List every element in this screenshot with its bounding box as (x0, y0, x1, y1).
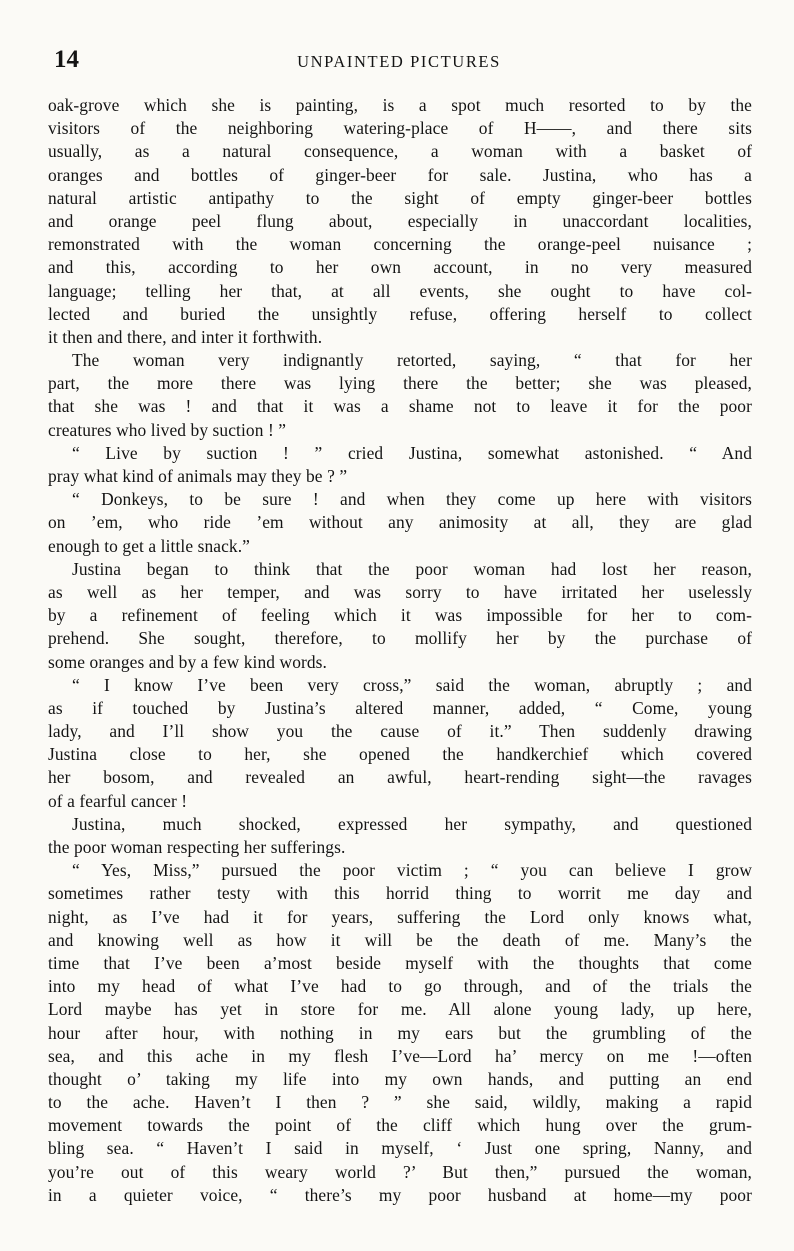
text-line: “ I know I’ve been very cross,” said the woman, abruptly ; and (72, 674, 752, 695)
text-line: as well as her temper, and was sorry to have irritated her uselessly (48, 581, 752, 602)
text-line: time that I’ve been a’most beside myself with the thoughts that come (48, 952, 752, 973)
text-line: her bosom, and revealed an awful, heart-rending sight—the ravages (48, 767, 752, 788)
text-line: natural artistic antipathy to the sight of empty ginger-beer bottles (48, 187, 752, 208)
page-header (48, 46, 750, 76)
text-line: on ’em, who ride ’em without any animosity at all, they are glad (48, 512, 752, 533)
text-line: prehend. She sought, therefore, to mollify her by the purchase of (48, 628, 752, 649)
text-line: Lord maybe has yet in store for me. All alone young lady, up here, (48, 999, 752, 1020)
text-line: as if touched by Justina’s altered manner, added, “ Come, young (48, 697, 752, 718)
text-line: enough to get a little snack.” (48, 535, 250, 556)
text-line: and knowing well as how it will be the death of me. Many’s the (48, 929, 752, 950)
text-line: pray what kind of animals may they be ? ” (48, 466, 348, 486)
text-line: sea, and this ache in my flesh I’ve—Lord ha’ mercy on me !—often (48, 1045, 752, 1066)
text-line: “ Donkeys, to be sure ! and when they come up here with visitors (72, 489, 752, 510)
text-line: the poor woman respecting her sufferings. (48, 837, 346, 857)
text-line: in a quieter voice, “ there’s my poor husband at home—my poor (48, 1184, 752, 1205)
text-line: some oranges and by a few kind words. (48, 651, 327, 672)
text-line: it then and there, and inter it forthwith. (48, 326, 323, 347)
text-line: creatures who lived by suction ! ” (48, 419, 287, 440)
text-line: to the ache. Haven’t I then ? ” she said, wildly, making a rapid (48, 1092, 752, 1113)
text-line: Justina began to think that the poor woman had lost her reason, (72, 558, 752, 579)
text-line: Justina, much shocked, expressed her sympathy, and questioned (72, 813, 752, 834)
text-line: lected and buried the unsightly refuse, offering herself to collect (48, 303, 752, 324)
text-line: of a fearful cancer ! (48, 790, 188, 811)
text-line: bling sea. “ Haven’t I said in myself, ‘ Just one spring, Nanny, and (48, 1138, 752, 1159)
text-line: hour after hour, with nothing in my ears but the grumbling of the (48, 1022, 752, 1043)
page-number: 14 (54, 46, 79, 73)
text-line: oak-grove which she is painting, is a spot much resorted to by the (48, 95, 752, 115)
text-line: remonstrated with the woman concerning the orange-peel nuisance ; (48, 234, 752, 255)
text-line: thought o’ taking my life into my own hands, and putting an end (48, 1068, 752, 1089)
text-line: usually, as a natural consequence, a woman with a basket of (48, 141, 752, 162)
text-line: you’re out of this weary world ?’ But then,” pursued the woman, (48, 1161, 752, 1182)
text-line: lady, and I’ll show you the cause of it.” Then suddenly drawing (48, 721, 752, 742)
text-line: visitors of the neighboring watering-place of H——, and there sits (48, 118, 752, 139)
text-line: that she was ! and that it was a shame not to leave it for the poor (48, 396, 752, 417)
text-line: into my head of what I’ve had to go through, and of the trials the (48, 976, 752, 997)
text-line: language; telling her that, at all events, she ought to have col- (48, 280, 752, 301)
body-text (48, 94, 752, 1207)
text-line: part, the more there was lying there the better; she was pleased, (48, 373, 752, 394)
text-line: and this, according to her own account, in no very measured (48, 257, 752, 278)
text-line: oranges and bottles of ginger-beer for sale. Justina, who has a (48, 164, 752, 185)
text-line: movement towards the point of the cliff which hung over the grum- (48, 1115, 752, 1136)
text-line: Justina close to her, she opened the handkerchief which covered (48, 744, 752, 765)
text-line: sometimes rather testy with this horrid thing to worrit me day and (48, 883, 752, 904)
running-title: UNPAINTED PICTURES (297, 52, 501, 71)
text-line: The woman very indignantly retorted, saying, “ that for her (72, 350, 752, 371)
text-line: “ Yes, Miss,” pursued the poor victim ; “ you can believe I grow (72, 860, 752, 881)
text-line: night, as I’ve had it for years, suffering the Lord only knows what, (48, 906, 752, 927)
text-line: by a refinement of feeling which it was impossible for her to com- (48, 605, 752, 626)
text-line: and orange peel flung about, especially in unaccordant localities, (48, 210, 752, 231)
text-line: “ Live by suction ! ” cried Justina, somewhat astonished. “ And (72, 442, 752, 463)
